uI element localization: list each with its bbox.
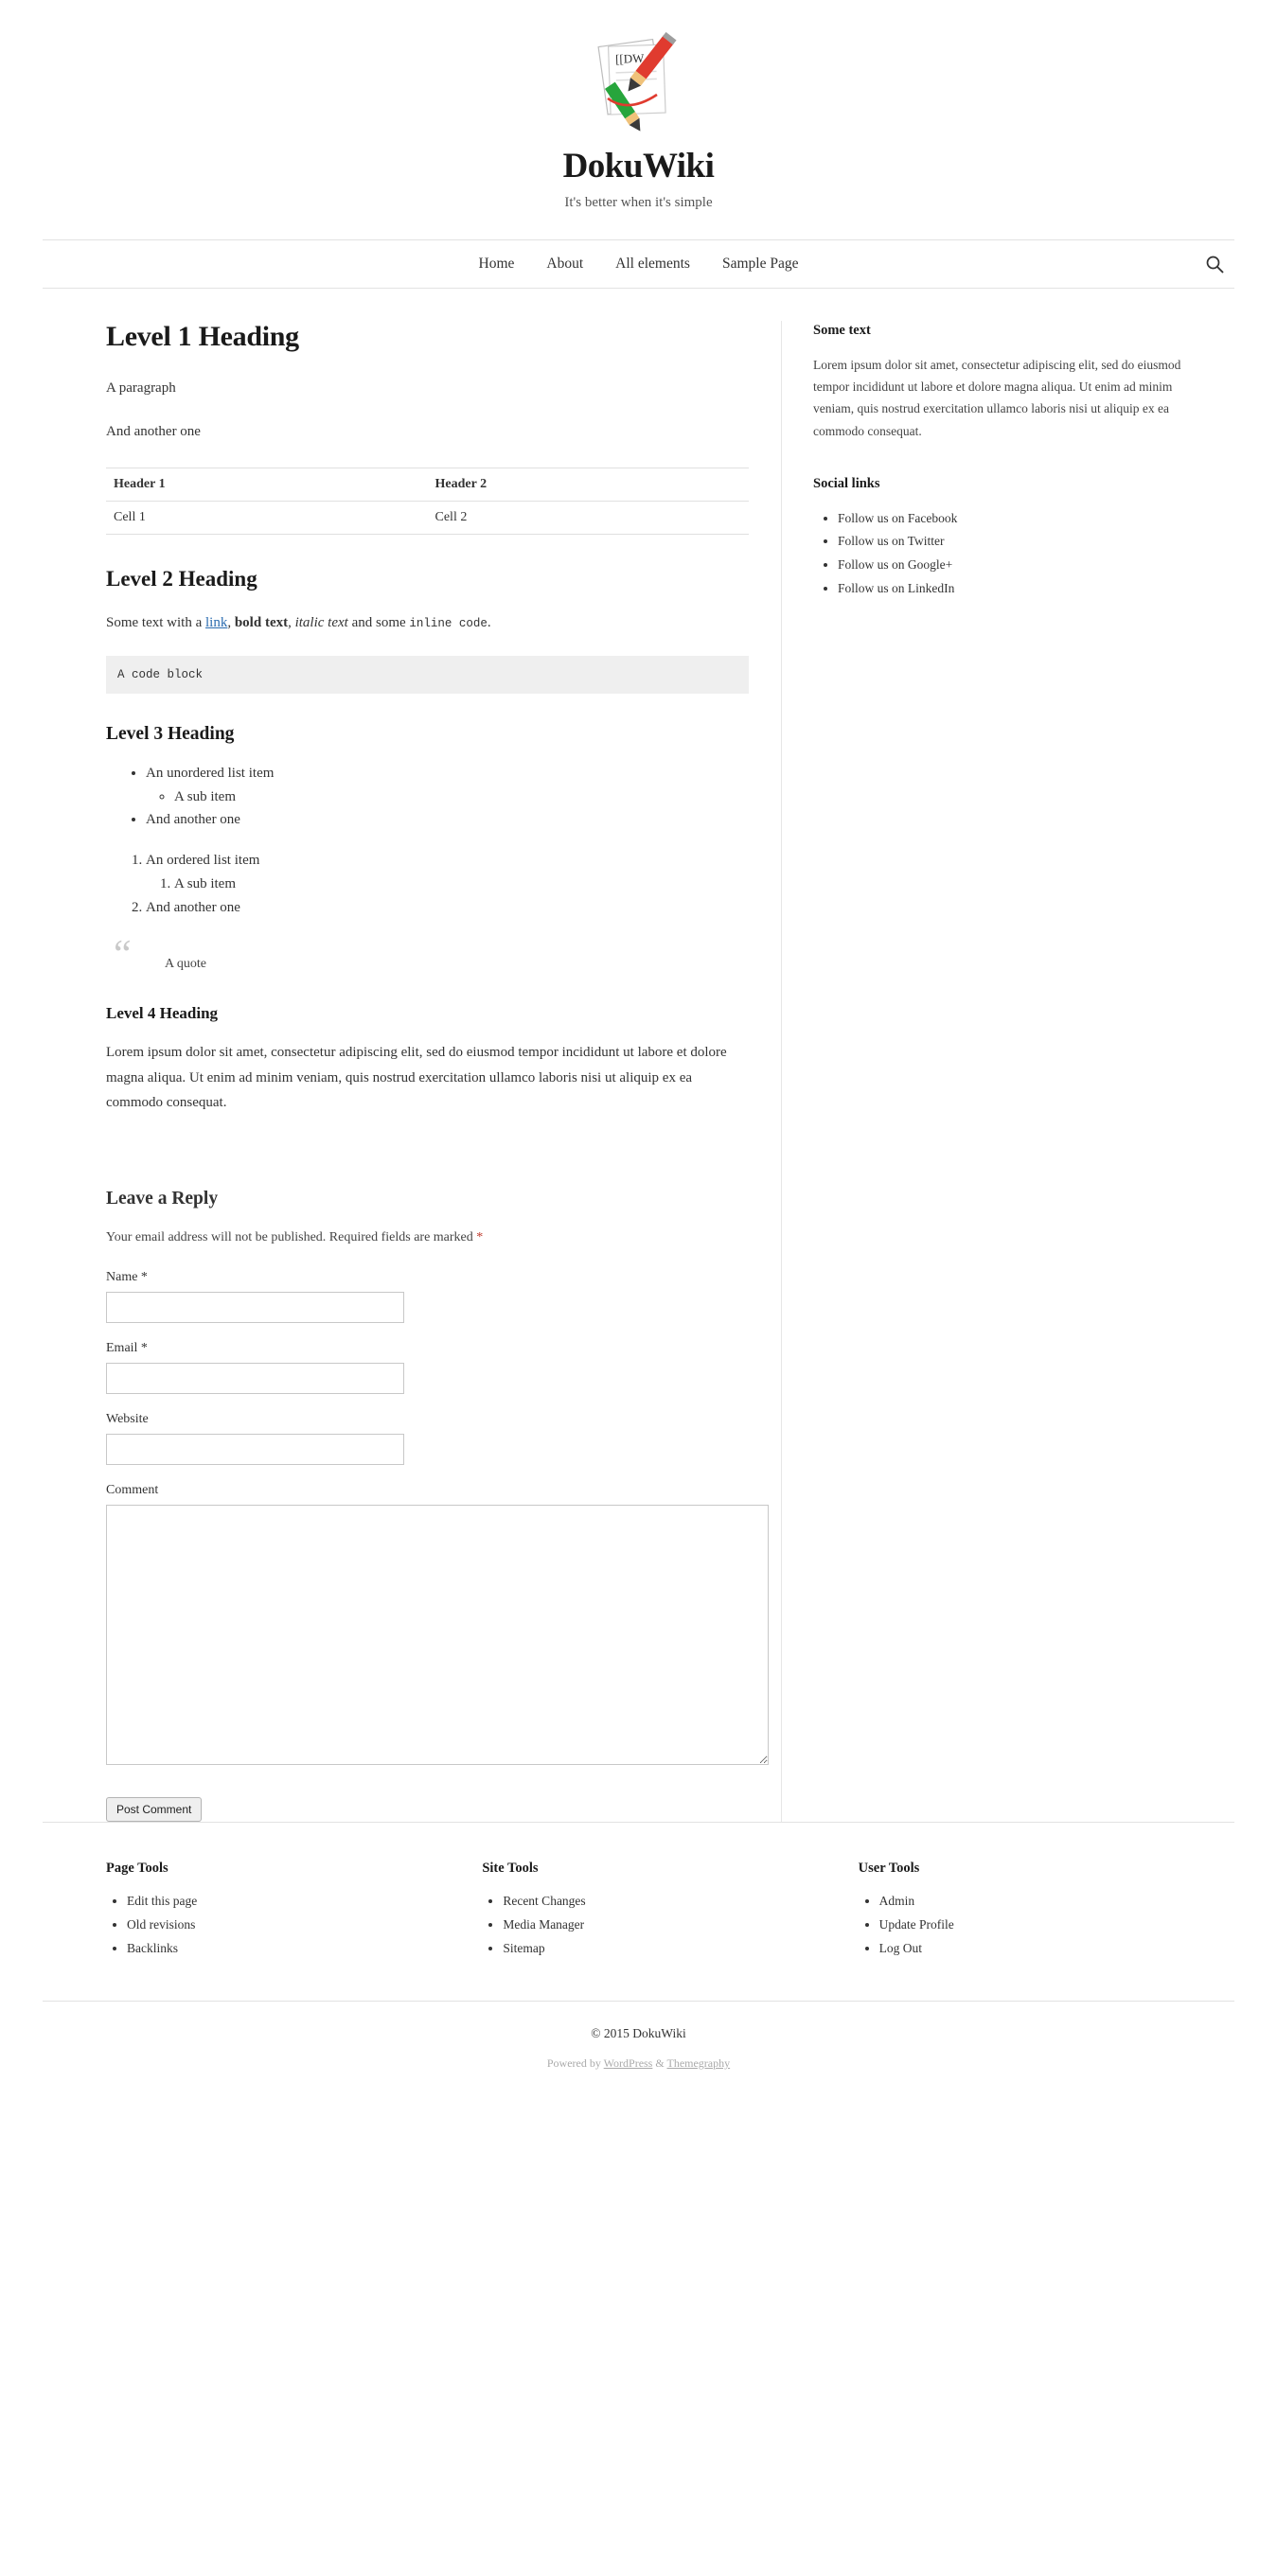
social-link-googleplus[interactable]: Follow us on Google+ [838, 557, 953, 572]
credits-link-themegraphy[interactable]: Themegraphy [666, 2056, 731, 2070]
list-item-label: An unordered list item [146, 765, 275, 781]
main-content [43, 321, 781, 1822]
credits-text [43, 2056, 1234, 2071]
social-link-linkedin[interactable]: Follow us on LinkedIn [838, 580, 955, 595]
footer-column-title: User Tools [858, 1861, 920, 1876]
widget-title: Some text [813, 323, 871, 338]
list-item [146, 762, 749, 809]
unordered-sublist [146, 785, 749, 809]
social-links-list [813, 507, 1212, 600]
list-item[interactable] [503, 1890, 858, 1914]
heading-level-3: Level 3 Heading [106, 723, 235, 744]
list-item[interactable] [127, 1890, 482, 1914]
footer-column-site-tools [482, 1861, 858, 1961]
comment-textarea[interactable] [106, 1505, 769, 1765]
social-link-facebook[interactable]: Follow us on Facebook [838, 510, 958, 525]
rich-mid-1: , [227, 614, 235, 630]
site-bottom [43, 2001, 1234, 2099]
footer-link-admin[interactable]: Admin [878, 1894, 915, 1908]
widget-text: Lorem ipsum dolor sit amet, consectetur adipiscing elit, sed do eiusmod tempor incididunt ut labore et dolore magna aliqua. Ut enim ad minim veniam, quis nostrud exercitation ullamco laboris nisi ut aliquip ex ea commodo consequat. [813, 358, 1181, 438]
list-item: 1. A sub item [174, 873, 749, 896]
footer-list [106, 1890, 482, 1961]
dokuwiki-logo-icon [583, 28, 695, 140]
table-cell-2: Cell 2 [428, 501, 750, 534]
footer-link-log-out[interactable]: Log Out [878, 1940, 923, 1955]
list-item[interactable] [838, 577, 1212, 601]
site-description: It's better when it's simple [564, 195, 713, 210]
footer-column-title: Page Tools [106, 1861, 168, 1876]
table-header-row [106, 468, 749, 501]
rich-mid-2: , [288, 614, 295, 630]
rich-mid-3: and some [347, 614, 410, 630]
required-marker: * [476, 1230, 484, 1244]
footer-link-recent-changes[interactable]: Recent Changes [503, 1894, 586, 1908]
email-label: Email * [106, 1341, 148, 1355]
paragraph-2: And another one [106, 424, 201, 440]
sidebar [781, 321, 1212, 1822]
content-wrapper [43, 289, 1234, 1822]
page-title: Level 1 Heading [106, 321, 299, 352]
list-item: ◦ A sub item [174, 785, 749, 809]
credits-link-wordpress[interactable]: WordPress [603, 2056, 653, 2070]
name-input[interactable] [106, 1292, 404, 1323]
footer-column-title: Site Tools [482, 1861, 539, 1876]
search-icon[interactable] [1202, 252, 1227, 276]
list-item[interactable] [879, 1914, 1234, 1937]
comments-section [106, 1189, 749, 1822]
table-header-1: Header 1 [106, 468, 428, 501]
heading-level-2: Level 2 Heading [106, 566, 257, 591]
footer-link-sitemap[interactable]: Sitemap [503, 1940, 545, 1955]
rich-text-paragraph [106, 610, 749, 635]
paragraph-1: A paragraph [106, 380, 176, 396]
name-label: Name * [106, 1270, 148, 1284]
nav-items [479, 256, 799, 273]
quote-mark-icon: “ [114, 933, 132, 978]
demo-table [106, 468, 749, 535]
list-item[interactable] [503, 1914, 858, 1937]
list-item[interactable] [838, 507, 1212, 531]
table-cell-1: Cell 1 [106, 501, 428, 534]
copyright-text: © 2015 DokuWiki [591, 2025, 686, 2040]
footer-link-update-profile[interactable]: Update Profile [878, 1916, 954, 1932]
comment-field-row [106, 1483, 749, 1770]
main-navigation [43, 239, 1234, 289]
widget-social-links [813, 476, 1212, 600]
footer-column-page-tools [106, 1861, 482, 1961]
svg-text:[[DW: [[DW [614, 50, 645, 66]
code-block: A code block [106, 656, 749, 694]
list-item [146, 849, 749, 896]
list-item[interactable] [879, 1937, 1234, 1961]
heading-level-4: Level 4 Heading [106, 1004, 219, 1023]
website-label: Website [106, 1412, 149, 1426]
list-item[interactable] [503, 1937, 858, 1961]
widget-title: Social links [813, 475, 880, 491]
post-comment-button[interactable]: Post Comment [106, 1797, 202, 1822]
website-input[interactable] [106, 1434, 404, 1465]
footer-list [859, 1890, 1234, 1961]
footer-widgets [43, 1822, 1234, 2001]
blockquote [106, 933, 749, 978]
italic-text: italic text [294, 614, 348, 630]
footer-link-old-revisions[interactable]: Old revisions [127, 1916, 196, 1932]
rich-end: . [487, 614, 491, 630]
list-item[interactable] [127, 1937, 482, 1961]
inline-code: inline code [409, 616, 488, 630]
table-row [106, 501, 749, 534]
list-item: • And another one [146, 808, 749, 832]
comment-label: Comment [106, 1483, 159, 1497]
inline-link[interactable]: link [205, 614, 228, 630]
unordered-list [106, 762, 749, 832]
bold-text: bold text [234, 614, 289, 630]
rich-pre: Some text with a [106, 614, 205, 630]
footer-column-user-tools [859, 1861, 1234, 1961]
ordered-list [106, 849, 749, 919]
list-item[interactable] [127, 1914, 482, 1937]
ordered-sublist [146, 873, 749, 896]
widget-some-text [813, 323, 1212, 442]
footer-link-media-manager[interactable]: Media Manager [503, 1916, 585, 1932]
list-item: 2. And another one [146, 896, 749, 920]
comment-notes-text: Your email address will not be published. Required fields are marked [106, 1230, 477, 1244]
list-item[interactable] [838, 530, 1212, 554]
social-link-twitter[interactable]: Follow us on Twitter [838, 534, 945, 549]
site-title: DokuWiki [562, 147, 715, 185]
site-header [0, 0, 1277, 228]
nav-item-home[interactable]: Home [478, 256, 515, 272]
credits-separator: & [652, 2056, 667, 2070]
email-input[interactable] [106, 1363, 404, 1394]
list-item-label: An ordered list item [146, 853, 260, 868]
website-field-row [106, 1412, 749, 1465]
footer-list [482, 1890, 858, 1961]
lorem-paragraph: Lorem ipsum dolor sit amet, consectetur adipiscing elit, sed do eiusmod tempor incididunt ut labore et dolore magna aliqua. Ut enim ad minim veniam, quis nostrud exercitation ullamco laboris nisi ut aliquip ex ea commodo consequat. [106, 1045, 727, 1110]
quote-text: A quote [165, 957, 206, 972]
credits-prefix: Powered by [546, 2056, 604, 2070]
nav-item-sample-page[interactable]: Sample Page [721, 256, 799, 272]
email-field-row [106, 1341, 749, 1394]
list-item[interactable] [838, 554, 1212, 577]
list-item[interactable] [879, 1890, 1234, 1914]
footer-columns [43, 1861, 1234, 2001]
nav-item-about[interactable]: About [546, 256, 584, 272]
comments-title: Leave a Reply [106, 1189, 219, 1209]
footer-link-backlinks[interactable]: Backlinks [127, 1940, 178, 1955]
nav-item-all-elements[interactable]: All elements [615, 256, 690, 272]
table-header-2: Header 2 [428, 468, 750, 501]
name-field-row [106, 1270, 749, 1323]
footer-link-edit-this-page[interactable]: Edit this page [127, 1894, 198, 1908]
comment-notes [106, 1230, 749, 1245]
